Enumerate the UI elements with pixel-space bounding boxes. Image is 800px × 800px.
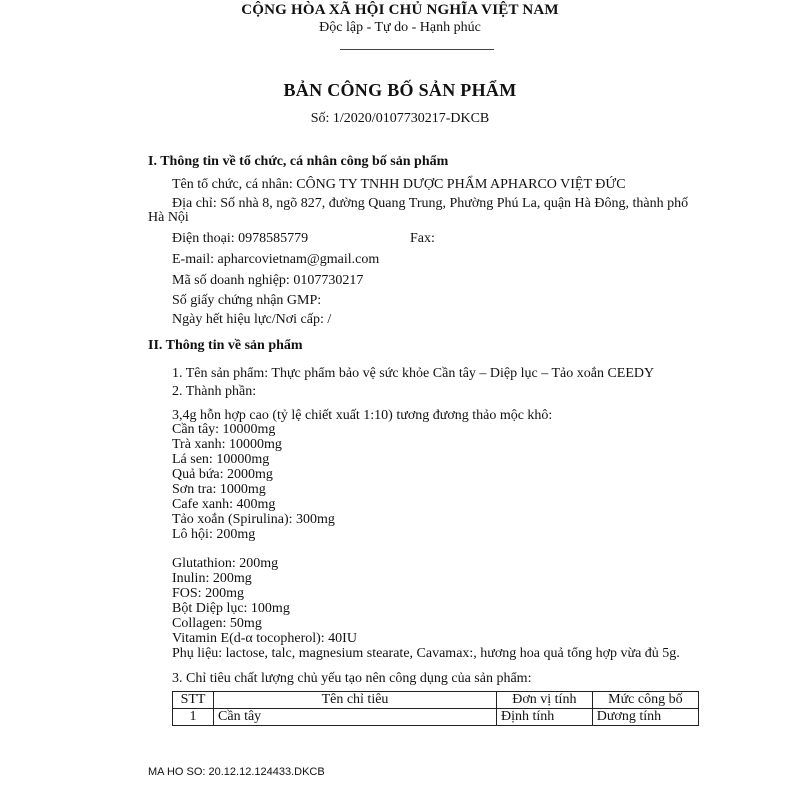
section-2-heading: II. Thông tin về sản phẩm xyxy=(148,338,303,353)
herb-item: Lô hội: 200mg xyxy=(172,527,256,542)
col-header-name: Tên chỉ tiêu xyxy=(214,692,497,709)
business-code: Mã số doanh nghiệp: 0107730217 xyxy=(172,273,364,288)
phone: Điện thoại: 0978585779 xyxy=(172,231,309,246)
ingredient-item: Glutathion: 200mg xyxy=(172,556,279,571)
header-divider xyxy=(340,49,494,50)
herb-item: Tảo xoắn (Spirulina): 300mg xyxy=(172,512,335,527)
herb-item: Sơn tra: 1000mg xyxy=(172,482,266,497)
composition-label: 2. Thành phần: xyxy=(172,384,257,399)
gmp-certificate: Số giấy chứng nhận GMP: xyxy=(172,293,322,308)
nation-header: CỘNG HÒA XÃ HỘI CHỦ NGHĨA VIỆT NAM xyxy=(241,2,559,18)
cell-stt: 1 xyxy=(173,709,214,726)
criteria-label: 3. Chỉ tiêu chất lượng chủ yếu tạo nên công dụng của sản phẩm: xyxy=(172,671,532,686)
product-name: 1. Tên sản phẩm: Thực phẩm bảo vệ sức khỏe Cần tây – Diệp lục – Tảo xoắn CEEDY xyxy=(172,366,655,381)
ingredient-item: Bột Diệp lục: 100mg xyxy=(172,601,290,616)
herb-item: Quả bứa: 2000mg xyxy=(172,467,273,482)
ingredient-item: Collagen: 50mg xyxy=(172,616,262,631)
excipients: Phụ liệu: lactose, talc, magnesium stearate, Cavamax:, hương hoa quả tổng hợp vừa đủ 5g. xyxy=(172,646,680,661)
document-number: Số: 1/2020/0107730217-DKCB xyxy=(310,111,490,126)
col-header-stt: STT xyxy=(173,692,214,709)
address-line-1: Địa chỉ: Số nhà 8, ngõ 827, đường Quang Trung, Phường Phú La, quận Hà Đông, thành phố xyxy=(172,196,689,211)
cell-name: Cần tây xyxy=(214,709,497,726)
document-title: BẢN CÔNG BỐ SẢN PHẨM xyxy=(283,80,517,100)
col-header-unit: Đơn vị tính xyxy=(497,692,593,709)
table-header-row xyxy=(173,692,699,709)
table-row xyxy=(173,709,699,726)
extract-intro: 3,4g hỗn hợp cao (tỷ lệ chiết xuất 1:10) tương đương thảo mộc khô: xyxy=(172,408,553,423)
section-1-heading: I. Thông tin về tổ chức, cá nhân công bố sản phẩm xyxy=(148,154,449,169)
herb-item: Cafe xanh: 400mg xyxy=(172,497,276,512)
ingredient-item: Vitamin E(d-α tocopherol): 40IU xyxy=(172,631,357,646)
herb-item: Cần tây: 10000mg xyxy=(172,422,276,437)
fax: Fax: xyxy=(410,231,435,246)
criteria-table xyxy=(172,691,699,726)
cell-level: Dương tính xyxy=(592,709,698,726)
col-header-level: Mức công bố xyxy=(592,692,698,709)
address-line-2: Hà Nội xyxy=(148,210,189,225)
herb-item: Trà xanh: 10000mg xyxy=(172,437,282,452)
ingredient-item: Inulin: 200mg xyxy=(172,571,252,586)
expiry-issuer: Ngày hết hiệu lực/Nơi cấp: / xyxy=(172,312,332,327)
herb-item: Lá sen: 10000mg xyxy=(172,452,270,467)
ingredient-item: FOS: 200mg xyxy=(172,586,244,601)
cell-unit: Định tính xyxy=(497,709,593,726)
national-motto: Độc lập - Tự do - Hạnh phúc xyxy=(319,20,481,35)
record-code: MA HO SO: 20.12.12.124433.DKCB xyxy=(148,766,325,778)
email: E-mail: apharcovietnam@gmail.com xyxy=(172,252,380,267)
org-name: Tên tổ chức, cá nhân: CÔNG TY TNHH DƯỢC PHẨM APHARCO VIỆT ĐỨC xyxy=(172,177,626,192)
